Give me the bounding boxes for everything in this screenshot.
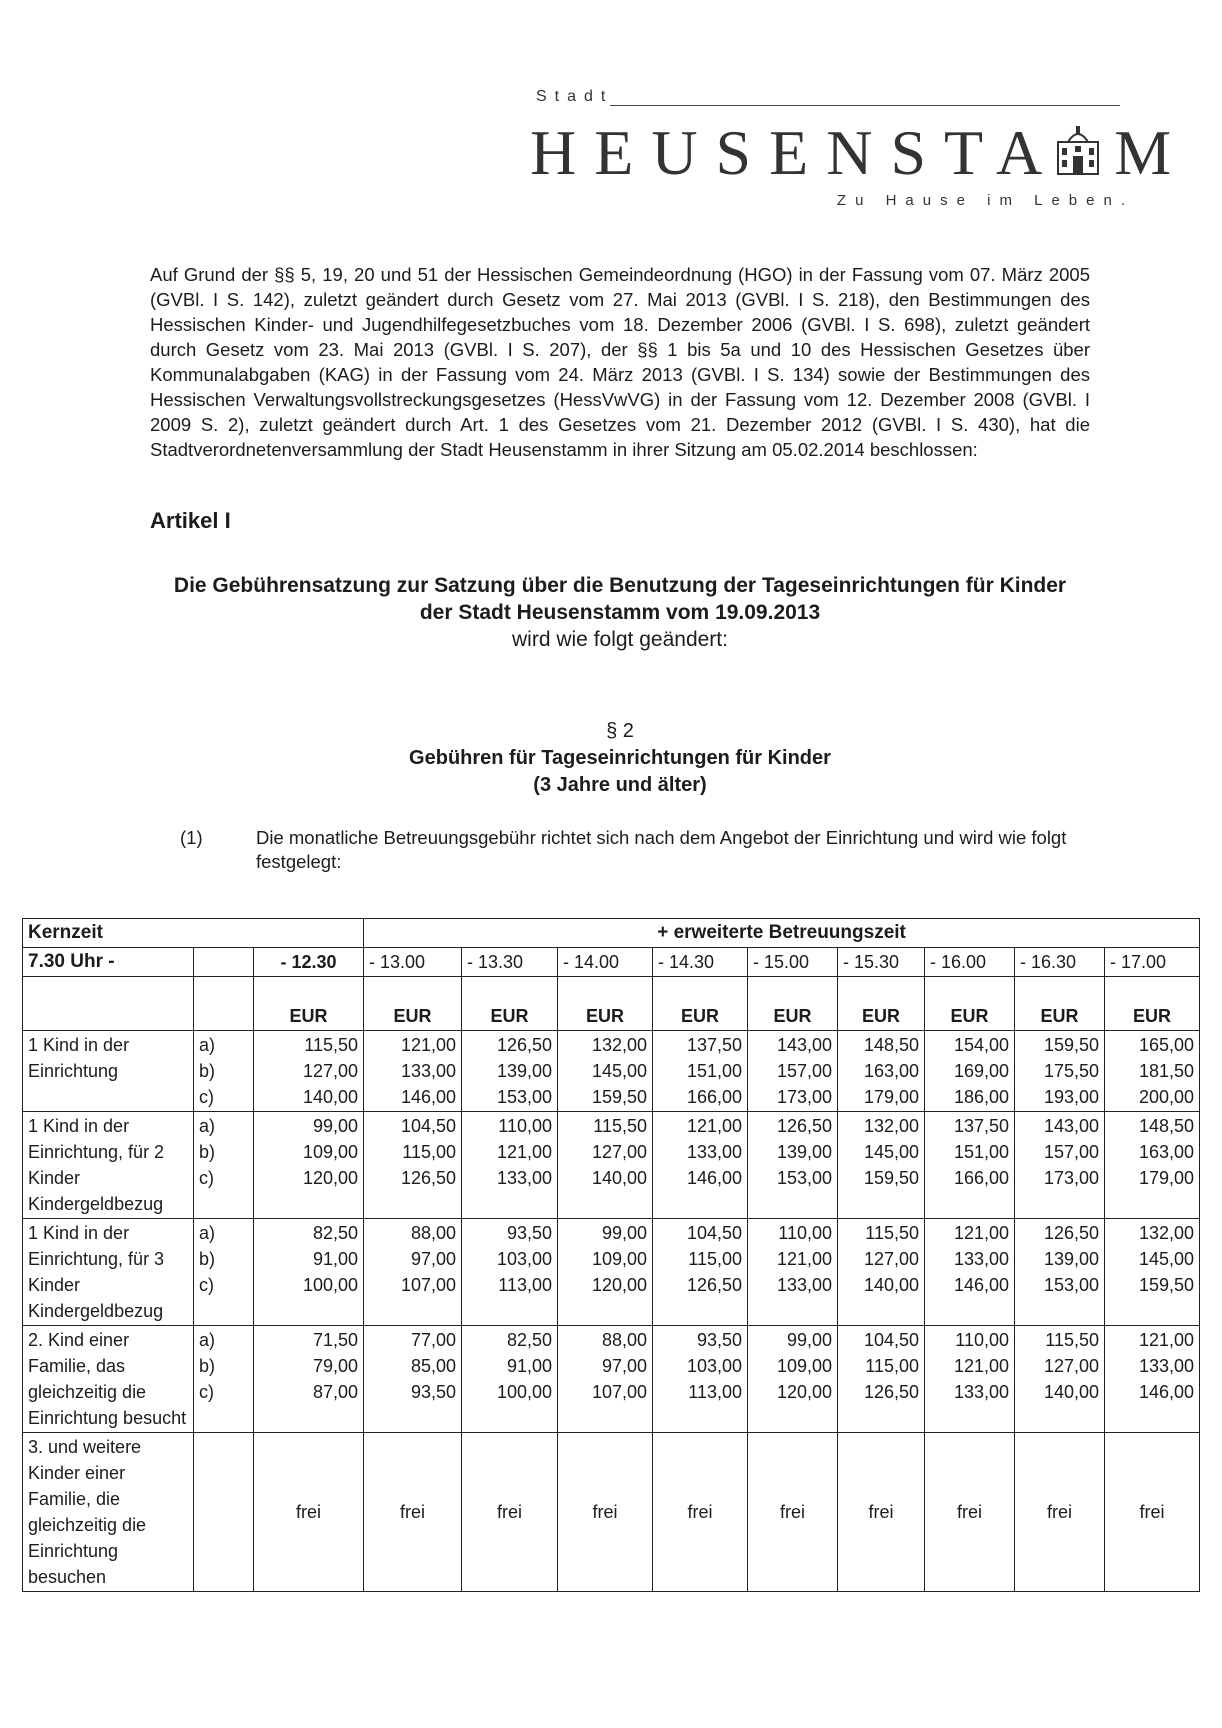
fee-cell bbox=[653, 1112, 748, 1219]
city-logo bbox=[530, 88, 1172, 218]
fee-value: 153,00 bbox=[1043, 1275, 1099, 1295]
fee-value: 82,50 bbox=[506, 1330, 552, 1350]
currency-row bbox=[23, 977, 1200, 1031]
fee-value: 99,00 bbox=[312, 1116, 358, 1136]
fee-value: 133,00 bbox=[400, 1061, 456, 1081]
fee-value: 115,50 bbox=[1045, 1330, 1099, 1350]
fee-value: 139,00 bbox=[1043, 1249, 1099, 1269]
fee-value: 148,50 bbox=[1139, 1116, 1195, 1136]
fee-value: 113,00 bbox=[688, 1382, 742, 1402]
fee-value: 107,00 bbox=[400, 1275, 456, 1295]
subsection-number: (1) bbox=[180, 827, 203, 848]
fee-free: frei bbox=[748, 1433, 838, 1592]
fee-value: 159,50 bbox=[863, 1168, 919, 1188]
fee-table bbox=[22, 918, 1200, 1592]
fee-value: 93,50 bbox=[410, 1382, 456, 1402]
fee-value: 120,00 bbox=[591, 1275, 647, 1295]
fee-value: 132,00 bbox=[863, 1116, 919, 1136]
fee-value: 173,00 bbox=[776, 1087, 832, 1107]
time-column-header: - 13.00 bbox=[364, 948, 462, 977]
fee-value: 127,00 bbox=[863, 1249, 919, 1269]
fee-cell bbox=[748, 1326, 838, 1433]
fee-value: 110,00 bbox=[955, 1330, 1009, 1350]
fee-value: 133,00 bbox=[1139, 1356, 1195, 1376]
fee-value: 157,00 bbox=[776, 1061, 832, 1081]
table-header-row-1 bbox=[23, 919, 1200, 948]
logo-name-part2: M bbox=[1114, 117, 1172, 188]
row-key: b) bbox=[199, 1142, 216, 1162]
currency-label: EUR bbox=[254, 977, 364, 1031]
logo-tagline: Zu Hause im Leben. bbox=[836, 192, 1134, 209]
fee-value: 133,00 bbox=[776, 1275, 832, 1295]
fee-free: frei bbox=[1105, 1433, 1200, 1592]
row-key: a) bbox=[199, 1035, 216, 1055]
fee-value: 121,00 bbox=[400, 1035, 456, 1055]
fee-value: 143,00 bbox=[776, 1035, 832, 1055]
fee-value: 146,00 bbox=[953, 1275, 1009, 1295]
fee-cell bbox=[838, 1112, 925, 1219]
fee-value: 159,50 bbox=[1043, 1035, 1099, 1055]
time-column-header: - 16.00 bbox=[925, 948, 1015, 977]
fee-value: 121,00 bbox=[496, 1142, 552, 1162]
table-row-free bbox=[23, 1433, 1200, 1592]
fee-cell bbox=[838, 1219, 925, 1326]
fee-value: 133,00 bbox=[496, 1168, 552, 1188]
fee-value: 151,00 bbox=[686, 1061, 742, 1081]
paragraph-subtitle: (3 Jahre und älter) bbox=[533, 774, 707, 796]
fee-value: 110,00 bbox=[498, 1116, 552, 1136]
fee-value: 91,00 bbox=[506, 1356, 552, 1376]
fee-cell bbox=[364, 1326, 462, 1433]
row-keys bbox=[194, 1219, 254, 1326]
fee-value: 82,50 bbox=[312, 1223, 358, 1243]
row-label: 3. und weitere Kinder einer Familie, die gleichzeitig die Einrichtung besuchen bbox=[23, 1433, 194, 1592]
logo-stadt: Stadt bbox=[536, 88, 614, 105]
fee-value: 133,00 bbox=[686, 1142, 742, 1162]
row-key: c) bbox=[199, 1087, 214, 1107]
fee-value: 139,00 bbox=[776, 1142, 832, 1162]
fee-value: 77,00 bbox=[410, 1330, 456, 1350]
row-label: 2. Kind einer Familie, das gleichzeitig die Einrichtung besucht bbox=[23, 1326, 194, 1433]
fee-value: 132,00 bbox=[1139, 1223, 1195, 1243]
fee-value: 146,00 bbox=[686, 1168, 742, 1188]
fee-value: 121,00 bbox=[953, 1356, 1009, 1376]
row-key: a) bbox=[199, 1330, 216, 1350]
fee-cell bbox=[558, 1031, 653, 1112]
currency-label: EUR bbox=[925, 977, 1015, 1031]
fee-value: 179,00 bbox=[863, 1087, 919, 1107]
fee-value: 127,00 bbox=[1043, 1356, 1099, 1376]
artikel-heading: Artikel I bbox=[150, 508, 231, 533]
fee-value: 121,00 bbox=[776, 1249, 832, 1269]
fee-free: frei bbox=[838, 1433, 925, 1592]
fee-cell bbox=[254, 1031, 364, 1112]
fee-cell bbox=[1015, 1326, 1105, 1433]
fee-value: 163,00 bbox=[1139, 1142, 1195, 1162]
time-column-header: - 17.00 bbox=[1105, 948, 1200, 977]
empty-cell bbox=[194, 1433, 254, 1592]
table-row bbox=[23, 1031, 1200, 1112]
paragraph-heading bbox=[120, 718, 1120, 799]
fee-cell bbox=[462, 1219, 558, 1326]
fee-cell bbox=[558, 1112, 653, 1219]
fee-value: 127,00 bbox=[302, 1061, 358, 1081]
row-key: c) bbox=[199, 1168, 214, 1188]
fee-value: 140,00 bbox=[302, 1087, 358, 1107]
fee-value: 91,00 bbox=[312, 1249, 358, 1269]
fee-value: 133,00 bbox=[953, 1249, 1009, 1269]
fee-cell bbox=[558, 1219, 653, 1326]
fee-value: 109,00 bbox=[776, 1356, 832, 1376]
fee-value: 137,50 bbox=[686, 1035, 742, 1055]
fee-value: 115,50 bbox=[593, 1116, 647, 1136]
table-header-row-2 bbox=[23, 948, 1200, 977]
fee-value: 126,50 bbox=[686, 1275, 742, 1295]
logo-name bbox=[530, 116, 1171, 190]
fee-value: 140,00 bbox=[863, 1275, 919, 1295]
currency-label: EUR bbox=[1105, 977, 1200, 1031]
fee-value: 140,00 bbox=[1043, 1382, 1099, 1402]
time-column-header: - 12.30 bbox=[254, 948, 364, 977]
row-key: c) bbox=[199, 1275, 214, 1295]
fee-value: 126,50 bbox=[400, 1168, 456, 1188]
fee-value: 166,00 bbox=[686, 1087, 742, 1107]
fee-value: 140,00 bbox=[591, 1168, 647, 1188]
row-key: a) bbox=[199, 1223, 216, 1243]
fee-value: 104,50 bbox=[400, 1116, 456, 1136]
fee-cell bbox=[838, 1326, 925, 1433]
fee-free: frei bbox=[653, 1433, 748, 1592]
fee-cell bbox=[1105, 1219, 1200, 1326]
fee-value: 107,00 bbox=[591, 1382, 647, 1402]
fee-cell bbox=[925, 1326, 1015, 1433]
fee-value: 127,00 bbox=[591, 1142, 647, 1162]
fee-cell bbox=[653, 1326, 748, 1433]
time-column-header: - 14.30 bbox=[653, 948, 748, 977]
fee-value: 145,00 bbox=[591, 1061, 647, 1081]
castle-icon bbox=[1054, 124, 1102, 176]
fee-cell bbox=[254, 1219, 364, 1326]
fee-value: 200,00 bbox=[1139, 1087, 1195, 1107]
table-row bbox=[23, 1219, 1200, 1326]
row-keys bbox=[194, 1031, 254, 1112]
fee-free: frei bbox=[462, 1433, 558, 1592]
fee-value: 154,00 bbox=[953, 1035, 1009, 1055]
intro-paragraph: Auf Grund der §§ 5, 19, 20 und 51 der Hessischen Gemeindeordnung (HGO) in der Fassung vom 07. März 2005 (GVBl. I S. 142), zuletzt geändert durch Gesetz vom 27. Mai 2013 (GVBl. I S. 218), den Bestimmungen des Hessischen Kinder- und Jugendhilfegesetzbuches vom 18. Dezember 2006 (GVBl. I S. 698), zuletzt geändert durch Gesetz vom 23. Mai 2013 (GVBl. I S. 207), der §§ 1 bis 5a und 10 des Hessischen Gesetzes über Kommunalabgaben (KAG) in der Fassung vom 24. März 2013 (GVBl. I S. 134) sowie der Bestimmungen des Hessischen Verwaltungsvollstreckungsgesetzes (HessVwVG) in der Fassung vom 12. Dezember 2008 (GVBl. I 2009 S. 2), zuletzt geändert durch Art. 1 des Gesetzes vom 21. Dezember 2012 (GVBl. I S. 430), hat die Stadtverordnetenversammlung der Stadt Heusenstamm in ihrer Sitzung am 05.02.2014 beschlossen: bbox=[150, 264, 1090, 460]
fee-value: 159,50 bbox=[591, 1087, 647, 1107]
fee-value: 181,50 bbox=[1139, 1061, 1195, 1081]
row-keys bbox=[194, 1112, 254, 1219]
fee-value: 169,00 bbox=[953, 1061, 1009, 1081]
fee-value: 163,00 bbox=[863, 1061, 919, 1081]
empty-cell bbox=[23, 977, 194, 1031]
fee-value: 104,50 bbox=[686, 1223, 742, 1243]
fee-value: 115,00 bbox=[688, 1249, 742, 1269]
row-label: 1 Kind in der Einrichtung, für 2 Kinder Kindergeldbezug bbox=[23, 1112, 194, 1219]
heading-line-2: der Stadt Heusenstamm vom 19.09.2013 bbox=[419, 601, 821, 624]
fee-value: 115,00 bbox=[865, 1356, 919, 1376]
fee-cell bbox=[364, 1031, 462, 1112]
fee-free: frei bbox=[364, 1433, 462, 1592]
fee-value: 88,00 bbox=[410, 1223, 456, 1243]
currency-label: EUR bbox=[838, 977, 925, 1031]
fee-cell bbox=[364, 1219, 462, 1326]
row-key: a) bbox=[199, 1116, 216, 1136]
fee-value: 145,00 bbox=[1139, 1249, 1195, 1269]
paragraph-number: § 2 bbox=[606, 720, 634, 742]
fee-value: 115,00 bbox=[402, 1142, 456, 1162]
fee-cell bbox=[558, 1326, 653, 1433]
fee-cell bbox=[838, 1031, 925, 1112]
fee-value: 79,00 bbox=[312, 1356, 358, 1376]
kernzeit-header: Kernzeit bbox=[23, 919, 364, 948]
time-column-header: - 16.30 bbox=[1015, 948, 1105, 977]
fee-value: 179,00 bbox=[1139, 1168, 1195, 1188]
logo-name-part1: HEUSENSTA bbox=[530, 117, 1061, 188]
fee-value: 153,00 bbox=[496, 1087, 552, 1107]
fee-value: 151,00 bbox=[953, 1142, 1009, 1162]
fee-value: 121,00 bbox=[953, 1223, 1009, 1243]
fee-cell bbox=[254, 1112, 364, 1219]
fee-value: 126,50 bbox=[1043, 1223, 1099, 1243]
fee-cell bbox=[1015, 1031, 1105, 1112]
fee-free: frei bbox=[1015, 1433, 1105, 1592]
fee-value: 133,00 bbox=[953, 1382, 1009, 1402]
fee-value: 139,00 bbox=[496, 1061, 552, 1081]
table-row bbox=[23, 1112, 1200, 1219]
fee-value: 104,50 bbox=[863, 1330, 919, 1350]
row-key: b) bbox=[199, 1061, 216, 1081]
subsection-text: Die monatliche Betreuungsgebühr richtet sich nach dem Angebot der Einrichtung und wird wie folgt festgelegt: bbox=[256, 827, 1067, 872]
row-label: 1 Kind in der Einrichtung bbox=[23, 1031, 194, 1112]
time-column-header: - 15.00 bbox=[748, 948, 838, 977]
fee-free: frei bbox=[254, 1433, 364, 1592]
row-key: b) bbox=[199, 1356, 216, 1376]
time-column-header: - 15.30 bbox=[838, 948, 925, 977]
fee-value: 113,00 bbox=[498, 1275, 552, 1295]
empty-cell bbox=[194, 977, 254, 1031]
amendment-heading bbox=[120, 572, 1120, 653]
fee-value: 186,00 bbox=[953, 1087, 1009, 1107]
fee-value: 126,50 bbox=[496, 1035, 552, 1055]
currency-label: EUR bbox=[558, 977, 653, 1031]
fee-value: 115,50 bbox=[304, 1035, 358, 1055]
fee-cell bbox=[462, 1326, 558, 1433]
fee-free: frei bbox=[558, 1433, 653, 1592]
fee-cell bbox=[925, 1031, 1015, 1112]
fee-cell bbox=[925, 1112, 1015, 1219]
fee-value: 145,00 bbox=[863, 1142, 919, 1162]
row-key: c) bbox=[199, 1382, 214, 1402]
fee-cell bbox=[748, 1219, 838, 1326]
fee-value: 126,50 bbox=[863, 1382, 919, 1402]
fee-free: frei bbox=[925, 1433, 1015, 1592]
start-time: 7.30 Uhr - bbox=[23, 948, 194, 977]
fee-value: 100,00 bbox=[496, 1382, 552, 1402]
fee-value: 143,00 bbox=[1043, 1116, 1099, 1136]
fee-cell bbox=[748, 1031, 838, 1112]
time-column-header: - 14.00 bbox=[558, 948, 653, 977]
fee-value: 87,00 bbox=[312, 1382, 358, 1402]
fee-value: 110,00 bbox=[778, 1223, 832, 1243]
row-label: 1 Kind in der Einrichtung, für 3 Kinder Kindergeldbezug bbox=[23, 1219, 194, 1326]
heading-line-3: wird wie folgt geändert: bbox=[512, 628, 728, 651]
fee-cell bbox=[1015, 1219, 1105, 1326]
paragraph-title: Gebühren für Tageseinrichtungen für Kinder bbox=[409, 747, 831, 769]
fee-cell bbox=[1105, 1031, 1200, 1112]
fee-value: 159,50 bbox=[1139, 1275, 1195, 1295]
currency-label: EUR bbox=[364, 977, 462, 1031]
fee-value: 121,00 bbox=[686, 1116, 742, 1136]
fee-cell bbox=[1015, 1112, 1105, 1219]
fee-cell bbox=[653, 1031, 748, 1112]
row-key: b) bbox=[199, 1249, 216, 1269]
fee-value: 88,00 bbox=[601, 1330, 647, 1350]
fee-value: 99,00 bbox=[601, 1223, 647, 1243]
fee-value: 132,00 bbox=[591, 1035, 647, 1055]
fee-cell bbox=[462, 1031, 558, 1112]
row-keys bbox=[194, 1326, 254, 1433]
fee-cell bbox=[254, 1326, 364, 1433]
table-row bbox=[23, 1326, 1200, 1433]
fee-value: 120,00 bbox=[776, 1382, 832, 1402]
fee-value: 71,50 bbox=[312, 1330, 358, 1350]
fee-cell bbox=[364, 1112, 462, 1219]
heading-line-1: Die Gebührensatzung zur Satzung über die Benutzung der Tageseinrichtungen für Kinder bbox=[173, 574, 1067, 597]
currency-label: EUR bbox=[748, 977, 838, 1031]
fee-value: 157,00 bbox=[1043, 1142, 1099, 1162]
fee-value: 109,00 bbox=[591, 1249, 647, 1269]
fee-value: 175,50 bbox=[1043, 1061, 1099, 1081]
fee-value: 120,00 bbox=[302, 1168, 358, 1188]
fee-value: 85,00 bbox=[410, 1356, 456, 1376]
currency-label: EUR bbox=[653, 977, 748, 1031]
fee-cell bbox=[653, 1219, 748, 1326]
fee-value: 165,00 bbox=[1139, 1035, 1195, 1055]
fee-value: 97,00 bbox=[601, 1356, 647, 1376]
fee-value: 146,00 bbox=[1139, 1382, 1195, 1402]
fee-cell bbox=[462, 1112, 558, 1219]
fee-value: 126,50 bbox=[776, 1116, 832, 1136]
currency-label: EUR bbox=[1015, 977, 1105, 1031]
fee-value: 100,00 bbox=[302, 1275, 358, 1295]
fee-value: 121,00 bbox=[1139, 1330, 1195, 1350]
fee-value: 103,00 bbox=[496, 1249, 552, 1269]
fee-value: 109,00 bbox=[302, 1142, 358, 1162]
fee-value: 115,50 bbox=[865, 1223, 919, 1243]
fee-value: 193,00 bbox=[1043, 1087, 1099, 1107]
fee-value: 103,00 bbox=[686, 1356, 742, 1376]
fee-value: 146,00 bbox=[400, 1087, 456, 1107]
fee-cell bbox=[925, 1219, 1015, 1326]
erweitert-header: + erweiterte Betreuungszeit bbox=[364, 919, 1200, 948]
fee-value: 173,00 bbox=[1043, 1168, 1099, 1188]
logo-rule bbox=[610, 105, 1120, 106]
fee-value: 148,50 bbox=[863, 1035, 919, 1055]
fee-cell bbox=[748, 1112, 838, 1219]
fee-value: 97,00 bbox=[410, 1249, 456, 1269]
empty-cell bbox=[194, 948, 254, 977]
fee-value: 93,50 bbox=[696, 1330, 742, 1350]
fee-value: 153,00 bbox=[776, 1168, 832, 1188]
fee-value: 99,00 bbox=[786, 1330, 832, 1350]
fee-value: 137,50 bbox=[953, 1116, 1009, 1136]
fee-value: 93,50 bbox=[506, 1223, 552, 1243]
fee-cell bbox=[1105, 1326, 1200, 1433]
time-column-header: - 13.30 bbox=[462, 948, 558, 977]
fee-value: 166,00 bbox=[953, 1168, 1009, 1188]
currency-label: EUR bbox=[462, 977, 558, 1031]
fee-cell bbox=[1105, 1112, 1200, 1219]
